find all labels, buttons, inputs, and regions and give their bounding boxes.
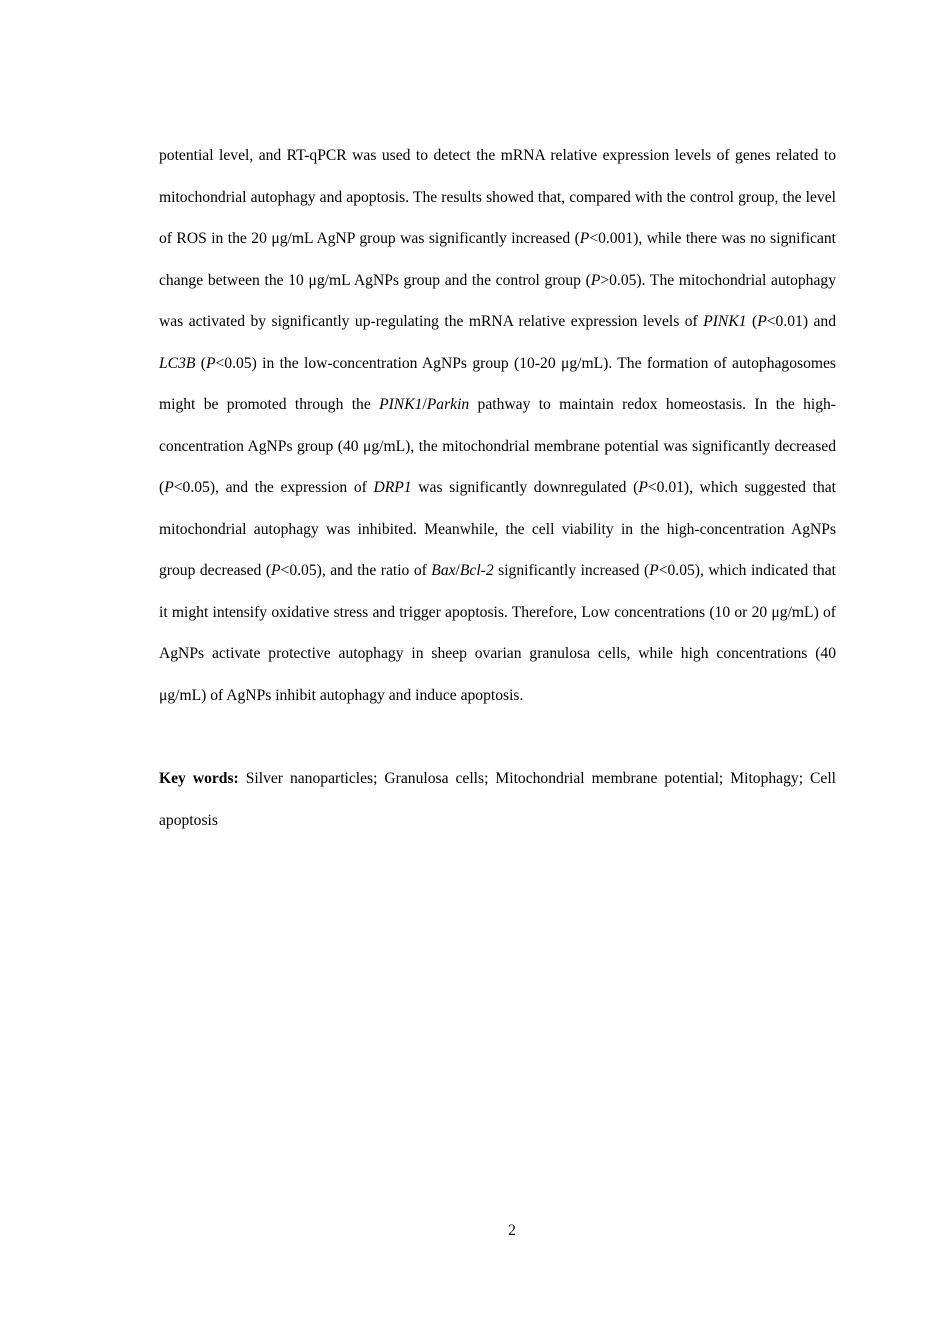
italic-term: P bbox=[205, 354, 216, 372]
text-run: <0.01), which suggested that mitochondrial autophagy was inhibited. Meanwhile, the cell viability in the high-concentration AgNPs group decreased ( bbox=[159, 479, 836, 579]
italic-term: PINK1 bbox=[379, 396, 423, 413]
italic-term: P bbox=[271, 562, 281, 579]
abstract-paragraph bbox=[159, 135, 836, 716]
keywords-text: Silver nanoparticles; Granulosa cells; Mitochondrial membrane potential; Mitophagy; Cell apoptosis bbox=[159, 770, 836, 829]
text-run: potential level, and RT-qPCR was used to detect the mRNA relative expression levels of genes related to mitochondrial autophagy and apoptosis. The results showed that, compared with the control group, the level of ROS in the 20 μg/mL AgNP group was significantly increased ( bbox=[159, 147, 836, 247]
italic-term: Bcl-2 bbox=[459, 562, 494, 579]
text-run: significantly increased ( bbox=[493, 562, 650, 579]
italic-term: Parkin bbox=[426, 396, 470, 413]
text-run: <0.05), which indicated that it might intensify oxidative stress and trigger apoptosis. Therefore, Low concentrations (10 or 20 μg/mL) of AgNPs activate protective autophagy in sheep ovarian granulosa cells, while high concentrations (40 μg/mL) of AgNPs inhibit autophagy and induce apoptosis. bbox=[159, 562, 836, 704]
italic-term: P bbox=[649, 562, 659, 579]
text-run: <0.05), and the expression of bbox=[173, 479, 374, 496]
text-run: <0.05), and the ratio of bbox=[280, 562, 432, 579]
italic-term: DRP1 bbox=[373, 479, 412, 496]
italic-term: P bbox=[757, 313, 767, 330]
italic-term: Bax bbox=[431, 562, 456, 579]
italic-term: LC3B bbox=[159, 354, 196, 372]
italic-term: P bbox=[590, 271, 601, 289]
text-run: >0.05). The mitochondrial autophagy was activated by significantly up-regulating the mRNA relative expression levels of bbox=[159, 271, 836, 330]
text-run: ( bbox=[746, 313, 758, 330]
text-run: was significantly downregulated ( bbox=[411, 479, 639, 496]
text-run: / bbox=[455, 562, 460, 579]
keywords-label: Key words: bbox=[159, 770, 246, 787]
text-run: / bbox=[422, 396, 427, 413]
keywords-paragraph bbox=[159, 758, 836, 841]
italic-term: P bbox=[638, 479, 648, 496]
italic-term: P bbox=[579, 230, 590, 247]
text-run: <0.01) and bbox=[766, 313, 836, 330]
page-number: 2 bbox=[508, 1222, 516, 1239]
italic-term: PINK1 bbox=[703, 313, 747, 330]
italic-term: P bbox=[164, 479, 174, 496]
text-run: <0.05) in the low-concentration AgNPs group (10-20 μg/mL). The formation of autophagosomes might be promoted through the bbox=[159, 354, 836, 413]
text-run: pathway to maintain redox homeostasis. In the high-concentration AgNPs group (40 μg/mL), the mitochondrial membrane potential was significantly decreased ( bbox=[159, 396, 836, 496]
text-run: ( bbox=[195, 354, 206, 372]
text-run: <0.001), while there was no significant change between the 10 μg/mL AgNPs group and the control group ( bbox=[159, 230, 836, 289]
